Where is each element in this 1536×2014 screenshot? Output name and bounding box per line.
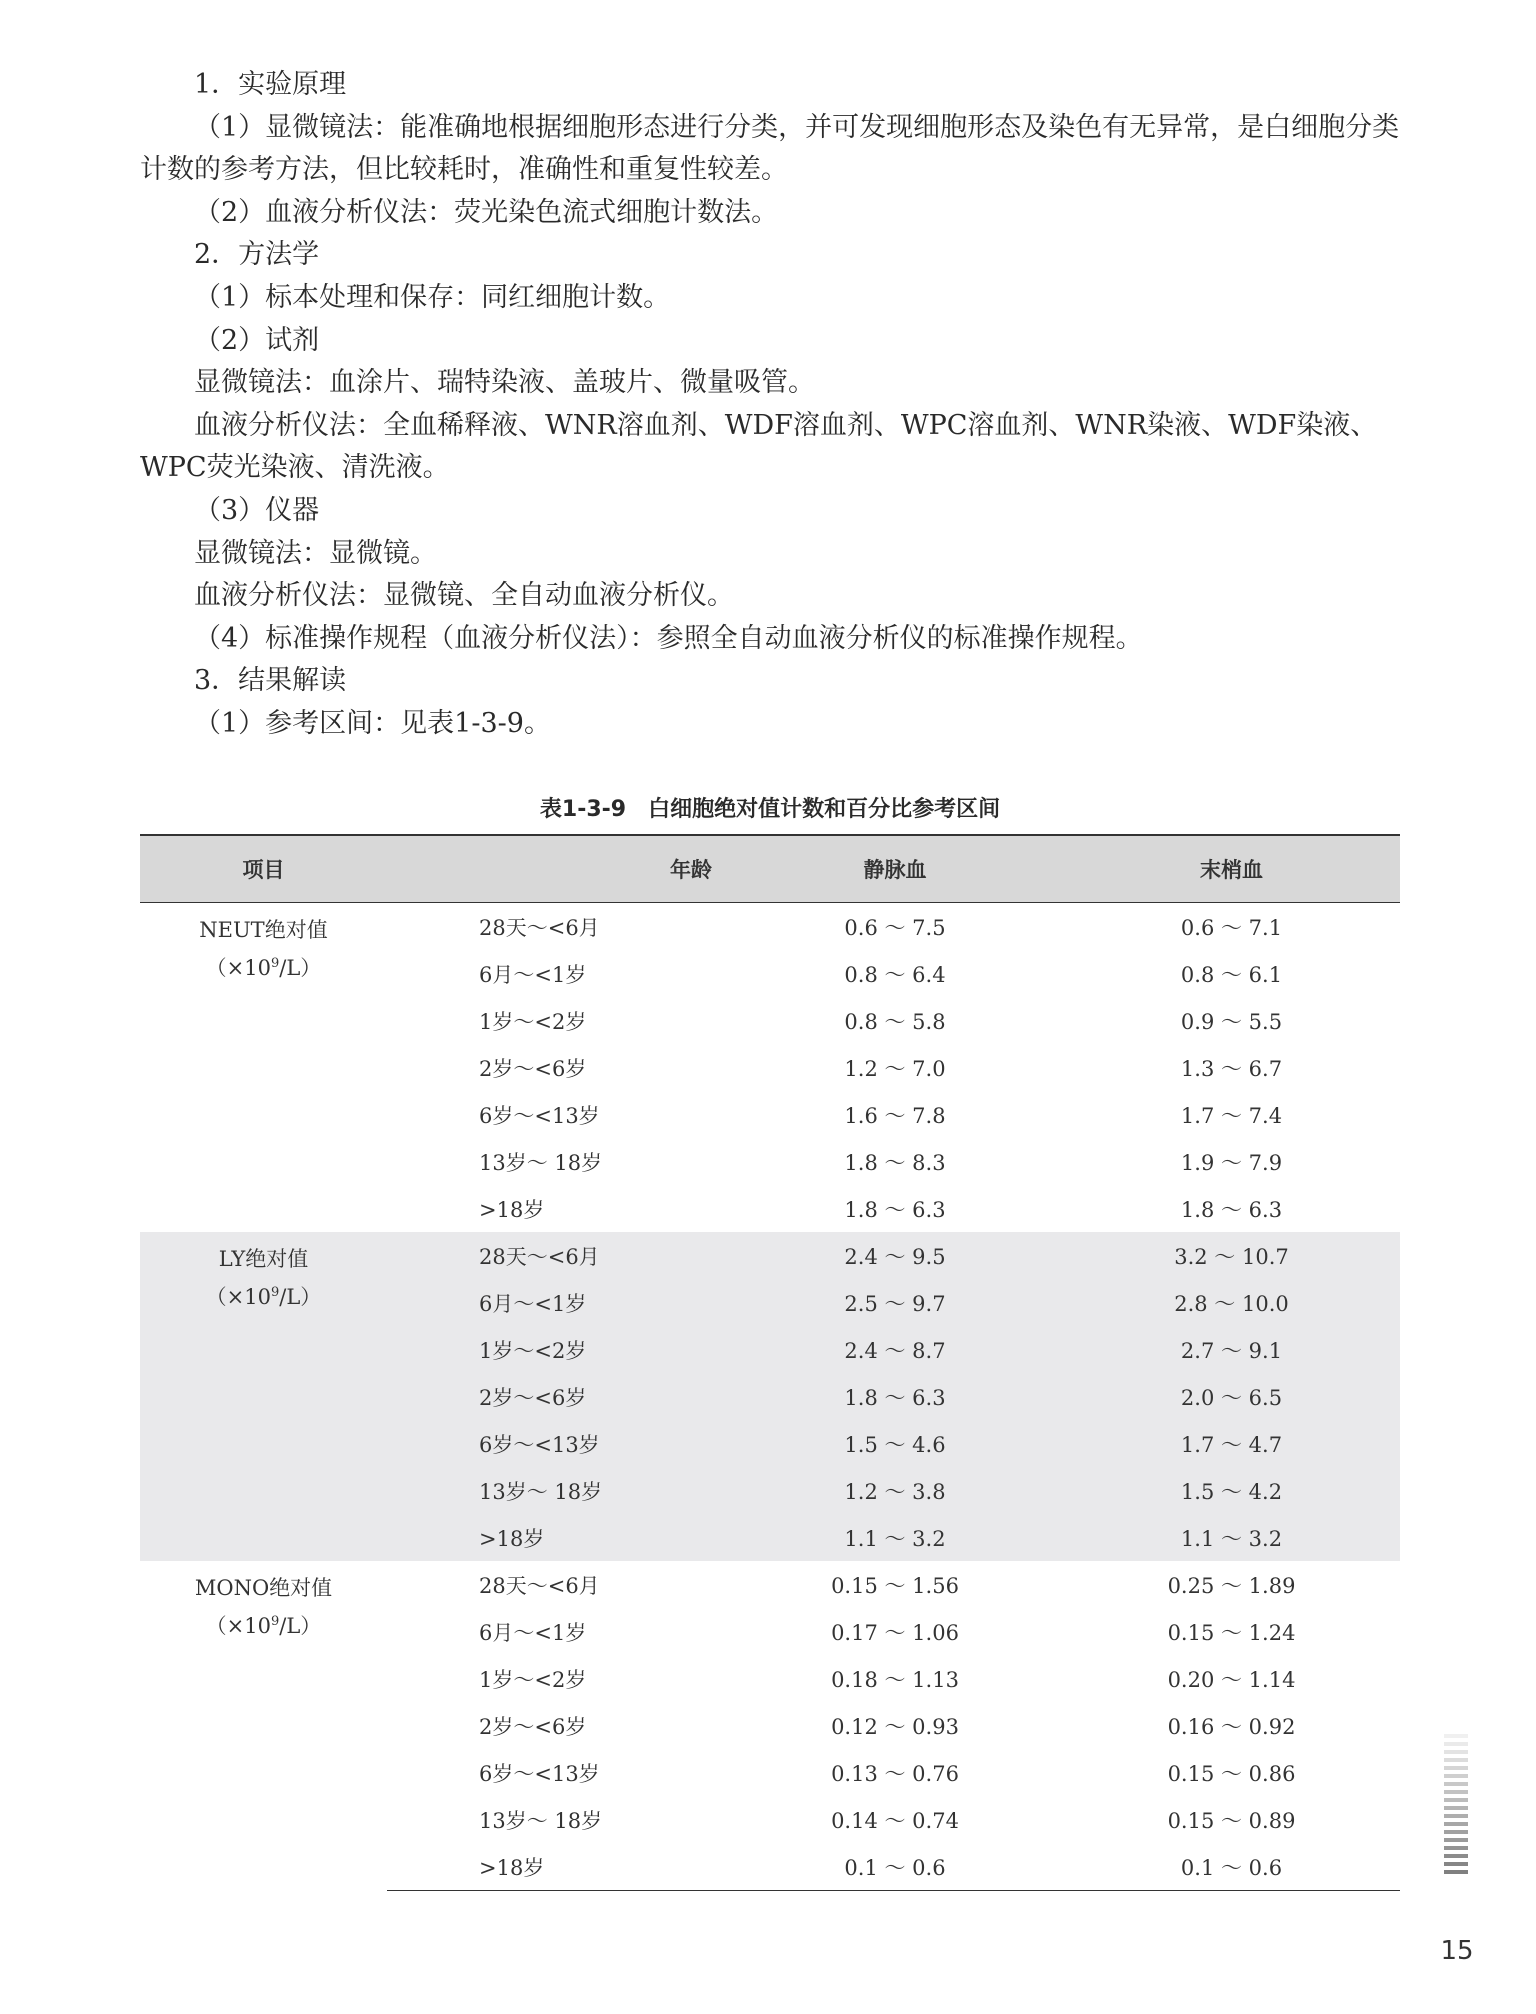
age-cell: 2岁～<6岁 <box>479 1385 587 1410</box>
venous-cell: 0.14 ～ 0.74 <box>831 1808 959 1833</box>
paragraph-h3: 3．结果解读 <box>194 665 347 697</box>
paragraph-h1: 1．实验原理 <box>194 69 347 100</box>
age-cell: 6月～<1岁 <box>479 962 587 987</box>
capillary-cell: 1.7 ～ 4.7 <box>1180 1432 1283 1457</box>
unit-exponent: 9 <box>271 956 280 971</box>
side-bar-stripe <box>1444 1798 1468 1802</box>
side-bar-stripe <box>1444 1814 1468 1818</box>
capillary-cell: 2.0 ～ 6.5 <box>1180 1385 1283 1410</box>
unit-suffix: /L） <box>279 1614 322 1638</box>
capillary-cell: 0.15 ～ 0.86 <box>1167 1761 1296 1786</box>
venous-cell: 1.8 ～ 6.3 <box>844 1385 946 1410</box>
item-cell <box>140 1561 387 1891</box>
capillary-cell: 0.20 ～ 1.14 <box>1167 1667 1296 1692</box>
paragraph-p5: 显微镜法：血涂片、瑞特染液、盖玻片、微量吸管。 <box>194 367 815 399</box>
table-row <box>140 1232 1400 1279</box>
age-cell: 1岁～<2岁 <box>479 1009 587 1034</box>
group-0 <box>140 903 1400 1233</box>
age-cell: >18岁 <box>479 1197 545 1222</box>
item-name: LY绝对值 <box>218 1247 309 1271</box>
venous-cell: 1.2 ～ 7.0 <box>844 1056 946 1081</box>
age-cell: 6月～<1岁 <box>479 1620 587 1645</box>
venous-cell: 0.6 ～ 7.5 <box>844 915 946 940</box>
age-cell: 13岁～ 18岁 <box>479 1479 603 1504</box>
paragraph-h2: 2．方法学 <box>194 239 320 271</box>
header-age: 年龄 <box>387 835 727 903</box>
venous-cell: 1.5 ～ 4.6 <box>844 1432 946 1457</box>
capillary-cell: 3.2 ～ 10.7 <box>1174 1244 1289 1269</box>
side-bar-stripe <box>1444 1806 1468 1810</box>
venous-cell: 1.2 ～ 3.8 <box>844 1479 946 1504</box>
capillary-cell: 0.8 ～ 6.1 <box>1180 962 1283 987</box>
paragraph-p7: （3）仪器 <box>194 494 320 526</box>
capillary-cell: 1.5 ～ 4.2 <box>1180 1479 1283 1504</box>
age-cell: 28天～<6月 <box>479 1244 600 1269</box>
age-cell: 1岁～<2岁 <box>479 1338 587 1363</box>
side-bar-stripe <box>1444 1822 1468 1826</box>
side-bar-stripe <box>1444 1742 1468 1746</box>
venous-cell: 2.5 ～ 9.7 <box>844 1291 946 1316</box>
paragraph-p10: （4）标准操作规程（血液分析仪法）：参照全自动血液分析仪的标准操作规程。 <box>194 622 1143 654</box>
unit-prefix: （×10 <box>205 956 271 980</box>
side-bar-stripe <box>1444 1862 1468 1866</box>
paragraph-p4: （2）试剂 <box>194 324 320 356</box>
side-bar-stripe <box>1444 1870 1468 1874</box>
capillary-cell: 2.8 ～ 10.0 <box>1174 1291 1289 1316</box>
paragraph-p3: （1）标本处理和保存：同红细胞计数。 <box>194 281 671 313</box>
item-unit <box>140 1605 387 1643</box>
table-row <box>140 903 1400 951</box>
header-venous: 静脉血 <box>727 835 1063 903</box>
item-cell <box>140 903 387 1233</box>
unit-suffix: /L） <box>279 1285 322 1309</box>
paragraph-p11: （1）参考区间：见表1-3-9。 <box>194 707 551 739</box>
unit-exponent: 9 <box>271 1614 280 1629</box>
capillary-cell: 1.3 ～ 6.7 <box>1180 1056 1283 1081</box>
group-2 <box>140 1561 1400 1891</box>
capillary-cell: 0.15 ～ 1.24 <box>1167 1620 1296 1645</box>
paragraph-p2: （2）血液分析仪法：荧光染色流式细胞计数法。 <box>194 196 779 228</box>
capillary-cell: 1.9 ～ 7.9 <box>1180 1150 1283 1175</box>
side-bar-stripe <box>1444 1774 1468 1778</box>
age-cell: 13岁～ 18岁 <box>479 1808 603 1833</box>
capillary-cell: 0.25 ～ 1.89 <box>1167 1573 1296 1598</box>
venous-cell: 2.4 ～ 8.7 <box>844 1338 946 1363</box>
item-cell <box>140 1232 387 1561</box>
capillary-cell: 1.8 ～ 6.3 <box>1180 1197 1283 1222</box>
side-bar-stripe <box>1444 1758 1468 1762</box>
paragraph-p9: 血液分析仪法：显微镜、全自动血液分析仪。 <box>194 580 734 612</box>
side-bar-stripe <box>1444 1782 1468 1786</box>
capillary-cell: 1.1 ～ 3.2 <box>1180 1526 1283 1551</box>
venous-cell: 0.15 ～ 1.56 <box>831 1573 959 1598</box>
table-row <box>140 1561 1400 1608</box>
age-cell: 1岁～<2岁 <box>479 1667 587 1692</box>
venous-cell: 0.18 ～ 1.13 <box>831 1667 959 1692</box>
header-item: 项目 <box>140 835 387 903</box>
header-capillary: 末梢血 <box>1063 835 1400 903</box>
age-cell: 28天～<6月 <box>479 1573 600 1598</box>
age-cell: 13岁～ 18岁 <box>479 1150 603 1175</box>
unit-suffix: /L） <box>279 956 322 980</box>
side-bar-stripe <box>1444 1766 1468 1770</box>
item-name: NEUT绝对值 <box>199 918 328 942</box>
venous-cell: 1.6 ～ 7.8 <box>844 1103 946 1128</box>
item-unit <box>140 1276 387 1314</box>
paragraph-p1: （1）显微镜法：能准确地根据细胞形态进行分类，并可发现细胞形态及染色有无异常，是白细胞分类计数的参考方法，但比较耗时，准确性和重复性较差。 <box>140 111 1400 186</box>
side-bar-decoration <box>1444 1734 1468 1878</box>
venous-cell: 0.12 ～ 0.93 <box>831 1714 959 1739</box>
age-cell: 6岁～<13岁 <box>479 1761 600 1786</box>
venous-cell: 0.8 ～ 6.4 <box>844 962 946 987</box>
paragraph-p6: 血液分析仪法：全血稀释液、WNR溶血剂、WDF溶血剂、WPC溶血剂、WNR染液、WDF染液、WPC荧光染液、清洗液。 <box>140 409 1378 484</box>
venous-cell: 0.8 ～ 5.8 <box>844 1009 946 1034</box>
capillary-cell: 0.1 ～ 0.6 <box>1063 1843 1400 1891</box>
venous-cell: 1.1 ～ 3.2 <box>844 1526 946 1551</box>
capillary-cell: 2.7 ～ 9.1 <box>1180 1338 1283 1363</box>
unit-exponent: 9 <box>271 1285 280 1300</box>
venous-cell: 0.1 ～ 0.6 <box>727 1843 1063 1891</box>
item-name: MONO绝对值 <box>194 1576 333 1600</box>
item-unit <box>140 947 387 985</box>
capillary-cell: 0.6 ～ 7.1 <box>1180 915 1283 940</box>
side-bar-stripe <box>1444 1838 1468 1842</box>
unit-prefix: （×10 <box>205 1285 271 1309</box>
capillary-cell: 0.15 ～ 0.89 <box>1167 1808 1296 1833</box>
group-1 <box>140 1232 1400 1561</box>
age-cell: 6月～<1岁 <box>479 1291 587 1316</box>
unit-prefix: （×10 <box>205 1614 271 1638</box>
body-text <box>140 64 1400 746</box>
side-bar-stripe <box>1444 1750 1468 1754</box>
capillary-cell: 0.9 ～ 5.5 <box>1180 1009 1283 1034</box>
venous-cell: 2.4 ～ 9.5 <box>844 1244 946 1269</box>
age-cell: 2岁～<6岁 <box>479 1056 587 1081</box>
side-bar-stripe <box>1444 1734 1468 1738</box>
age-cell: 6岁～<13岁 <box>479 1103 600 1128</box>
venous-cell: 0.13 ～ 0.76 <box>831 1761 959 1786</box>
reference-interval-table <box>140 834 1400 1891</box>
age-cell: >18岁 <box>387 1843 727 1891</box>
page-number: 15 <box>1440 1936 1474 1966</box>
capillary-cell: 1.7 ～ 7.4 <box>1180 1103 1283 1128</box>
side-bar-stripe <box>1444 1854 1468 1858</box>
age-cell: >18岁 <box>479 1526 545 1551</box>
venous-cell: 1.8 ～ 8.3 <box>844 1150 946 1175</box>
capillary-cell: 0.16 ～ 0.92 <box>1167 1714 1296 1739</box>
age-cell: 28天～<6月 <box>479 915 600 940</box>
side-bar-stripe <box>1444 1830 1468 1834</box>
paragraph-p8: 显微镜法：显微镜。 <box>194 537 437 569</box>
table-caption: 表1-3-9 白细胞绝对值计数和百分比参考区间 <box>539 797 1001 822</box>
venous-cell: 0.17 ～ 1.06 <box>831 1620 959 1645</box>
venous-cell: 1.8 ～ 6.3 <box>844 1197 946 1222</box>
age-cell: 6岁～<13岁 <box>479 1432 600 1457</box>
table-header-row <box>140 835 1400 903</box>
side-bar-stripe <box>1444 1846 1468 1850</box>
age-cell: 2岁～<6岁 <box>479 1714 587 1739</box>
side-bar-stripe <box>1444 1790 1468 1794</box>
